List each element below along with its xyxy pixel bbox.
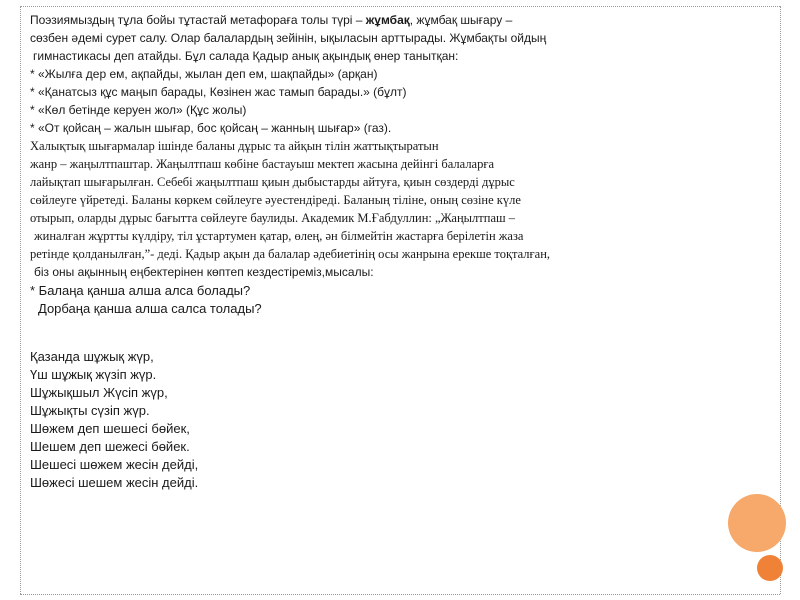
poem-line: Шөжесі шешем жесін дейді. <box>30 475 199 490</box>
paragraph-line: отырып, оларды дұрыс бағытта сөйлеуге баулиды. Академик М.Ғабдуллин: „Жаңылтпаш – <box>30 211 515 225</box>
poem-line: Шұжықшыл Жүсіп жүр, <box>30 385 168 400</box>
bold-term: жұмбақ <box>365 13 410 27</box>
riddle-item: * «От қойсаң – жалын шығар, бос қойсаң – жанның шығар» (газ). <box>30 121 392 135</box>
paragraph-line: сөзбен әдемі сурет салу. Олар балалардың зейінін, ықыласын арттырады. Жұмбақты ойдың <box>30 31 547 45</box>
paragraph-line: жанр – жаңылтпаштар. Жаңылтпаш көбіне бастауыш мектеп жасына дейінгі балаларға <box>30 157 495 171</box>
paragraph-line <box>30 12 512 29</box>
poem-line: Шешем деп шежесі бөйек. <box>30 439 190 454</box>
paragraph-line: жиналған жұртты күлдіру, тіл ұстартумен қатар, өлең, ән білмейтін жастарға берілетін жаза <box>34 229 524 243</box>
poem-line: Шұжықты сүзіп жүр. <box>30 403 150 418</box>
paragraph-line: біз оны ақынның еңбектерінен көптеп кездестіреміз,мысалы: <box>34 265 374 279</box>
poem-line: Үш шұжық жүзіп жүр. <box>30 367 157 382</box>
poem-line: Шөжем деп шешесі бөйек, <box>30 421 190 436</box>
paragraph-line: Халықтық шығармалар ішінде баланы дұрыс та айқын тілін жаттықтыратын <box>30 139 439 153</box>
poem-line: Қазанда шұжық жүр, <box>30 349 154 364</box>
riddle-item: * «Қанатсыз құс маңып барады, Көзінен жас тамып барады.» (бұлт) <box>30 85 407 99</box>
text-span: , жұмбақ шығару – <box>409 13 513 27</box>
slide-border-top <box>20 6 780 7</box>
slide-border-left <box>20 6 21 594</box>
poem-line: Шешесі шөжем жесін дейді, <box>30 457 199 472</box>
decorative-circle-large <box>728 494 786 552</box>
tongue-twister-line: Дорбаңа қанша алша салса толады? <box>38 301 262 316</box>
paragraph-line: гимнастикасы деп атайды. Бұл салада Қадыр анық ақындық өнер танытқан: <box>33 49 459 63</box>
paragraph-line: ретінде қолданылған,”- деді. Қадыр ақын да балалар әдебиетінің осы жанрына ерекше тоқталған, <box>30 247 551 261</box>
paragraph-line: сөйлеуге үйретеді. Баланы көркем сөйлеуге әуестендіреді. Баланың тіліне, оның сөзіне күле <box>30 193 521 207</box>
decorative-circle-small <box>757 555 783 581</box>
riddle-item: * «Жылға дер ем, ақпайды, жылан деп ем, шақпайды» (арқан) <box>30 67 378 81</box>
tongue-twister-line: * Балаңа қанша алша алса болады? <box>30 283 251 298</box>
slide-border-bottom <box>20 594 780 595</box>
text-span: Поэзиямыздың тұла бойы тұтастай метафораға толы түрі – <box>30 13 366 27</box>
riddle-item: * «Көл бетінде керуен жол» (Құс жолы) <box>30 103 247 117</box>
paragraph-line: лайықтап шығарылған. Себебі жаңылтпаш қиын дыбыстарды айтуға, қиын сөздерді дұрыс <box>30 175 515 189</box>
